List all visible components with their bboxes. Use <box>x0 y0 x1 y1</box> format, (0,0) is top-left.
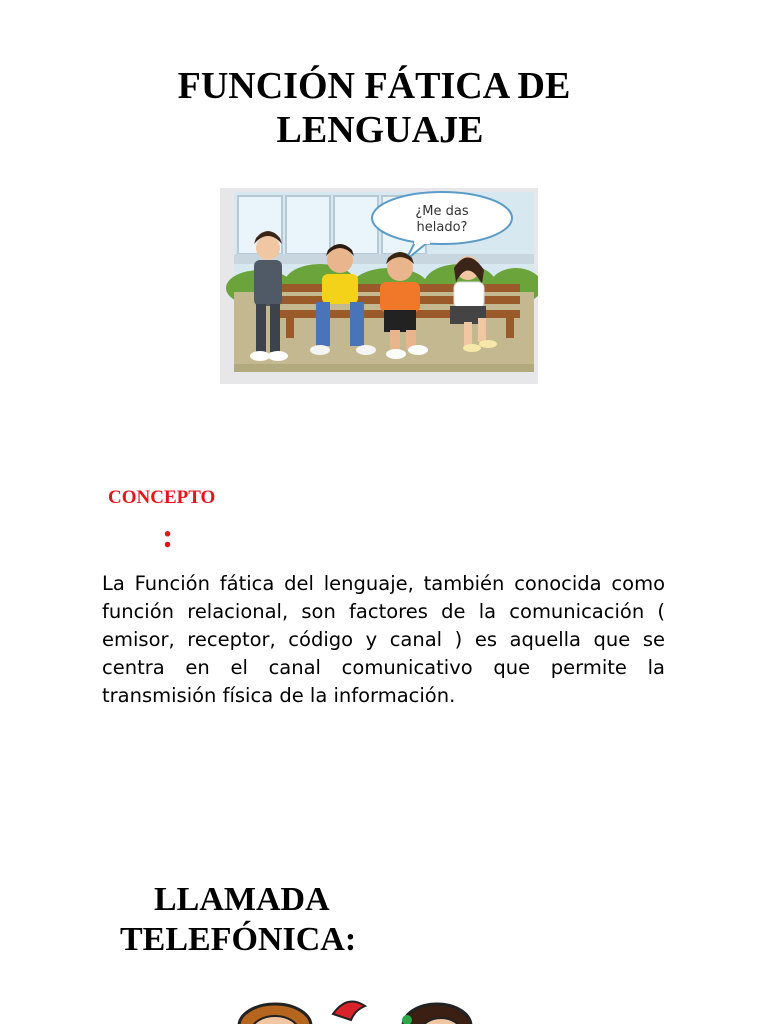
title-line-2: LENGUAJE <box>276 109 484 151</box>
page-title <box>0 64 768 152</box>
concept-label: CONCEPTO <box>108 487 216 508</box>
section-title-phone-call <box>120 880 356 960</box>
illustration-kids-on-bench <box>220 188 538 384</box>
speech-bubble-line-2: helado? <box>416 220 468 235</box>
concept-paragraph: La Función fática del lenguaje, también conocida como función relacional, son factores de la comunicación ( emisor, receptor, código y canal ) es aquella que se centra en el canal comunicativo que permite la transmisión física de la información. <box>102 572 665 707</box>
title-line-1: FUNCIÓN FÁTICA DE <box>177 65 571 107</box>
phone-call-illustration-top <box>205 992 495 1024</box>
section-title-line-2: TELEFÓNICA: <box>120 921 357 958</box>
section-title-line-1: LLAMADA <box>154 881 330 918</box>
speech-bubble-line-1: ¿Me das <box>415 204 469 219</box>
concept-colon: : <box>162 518 174 555</box>
